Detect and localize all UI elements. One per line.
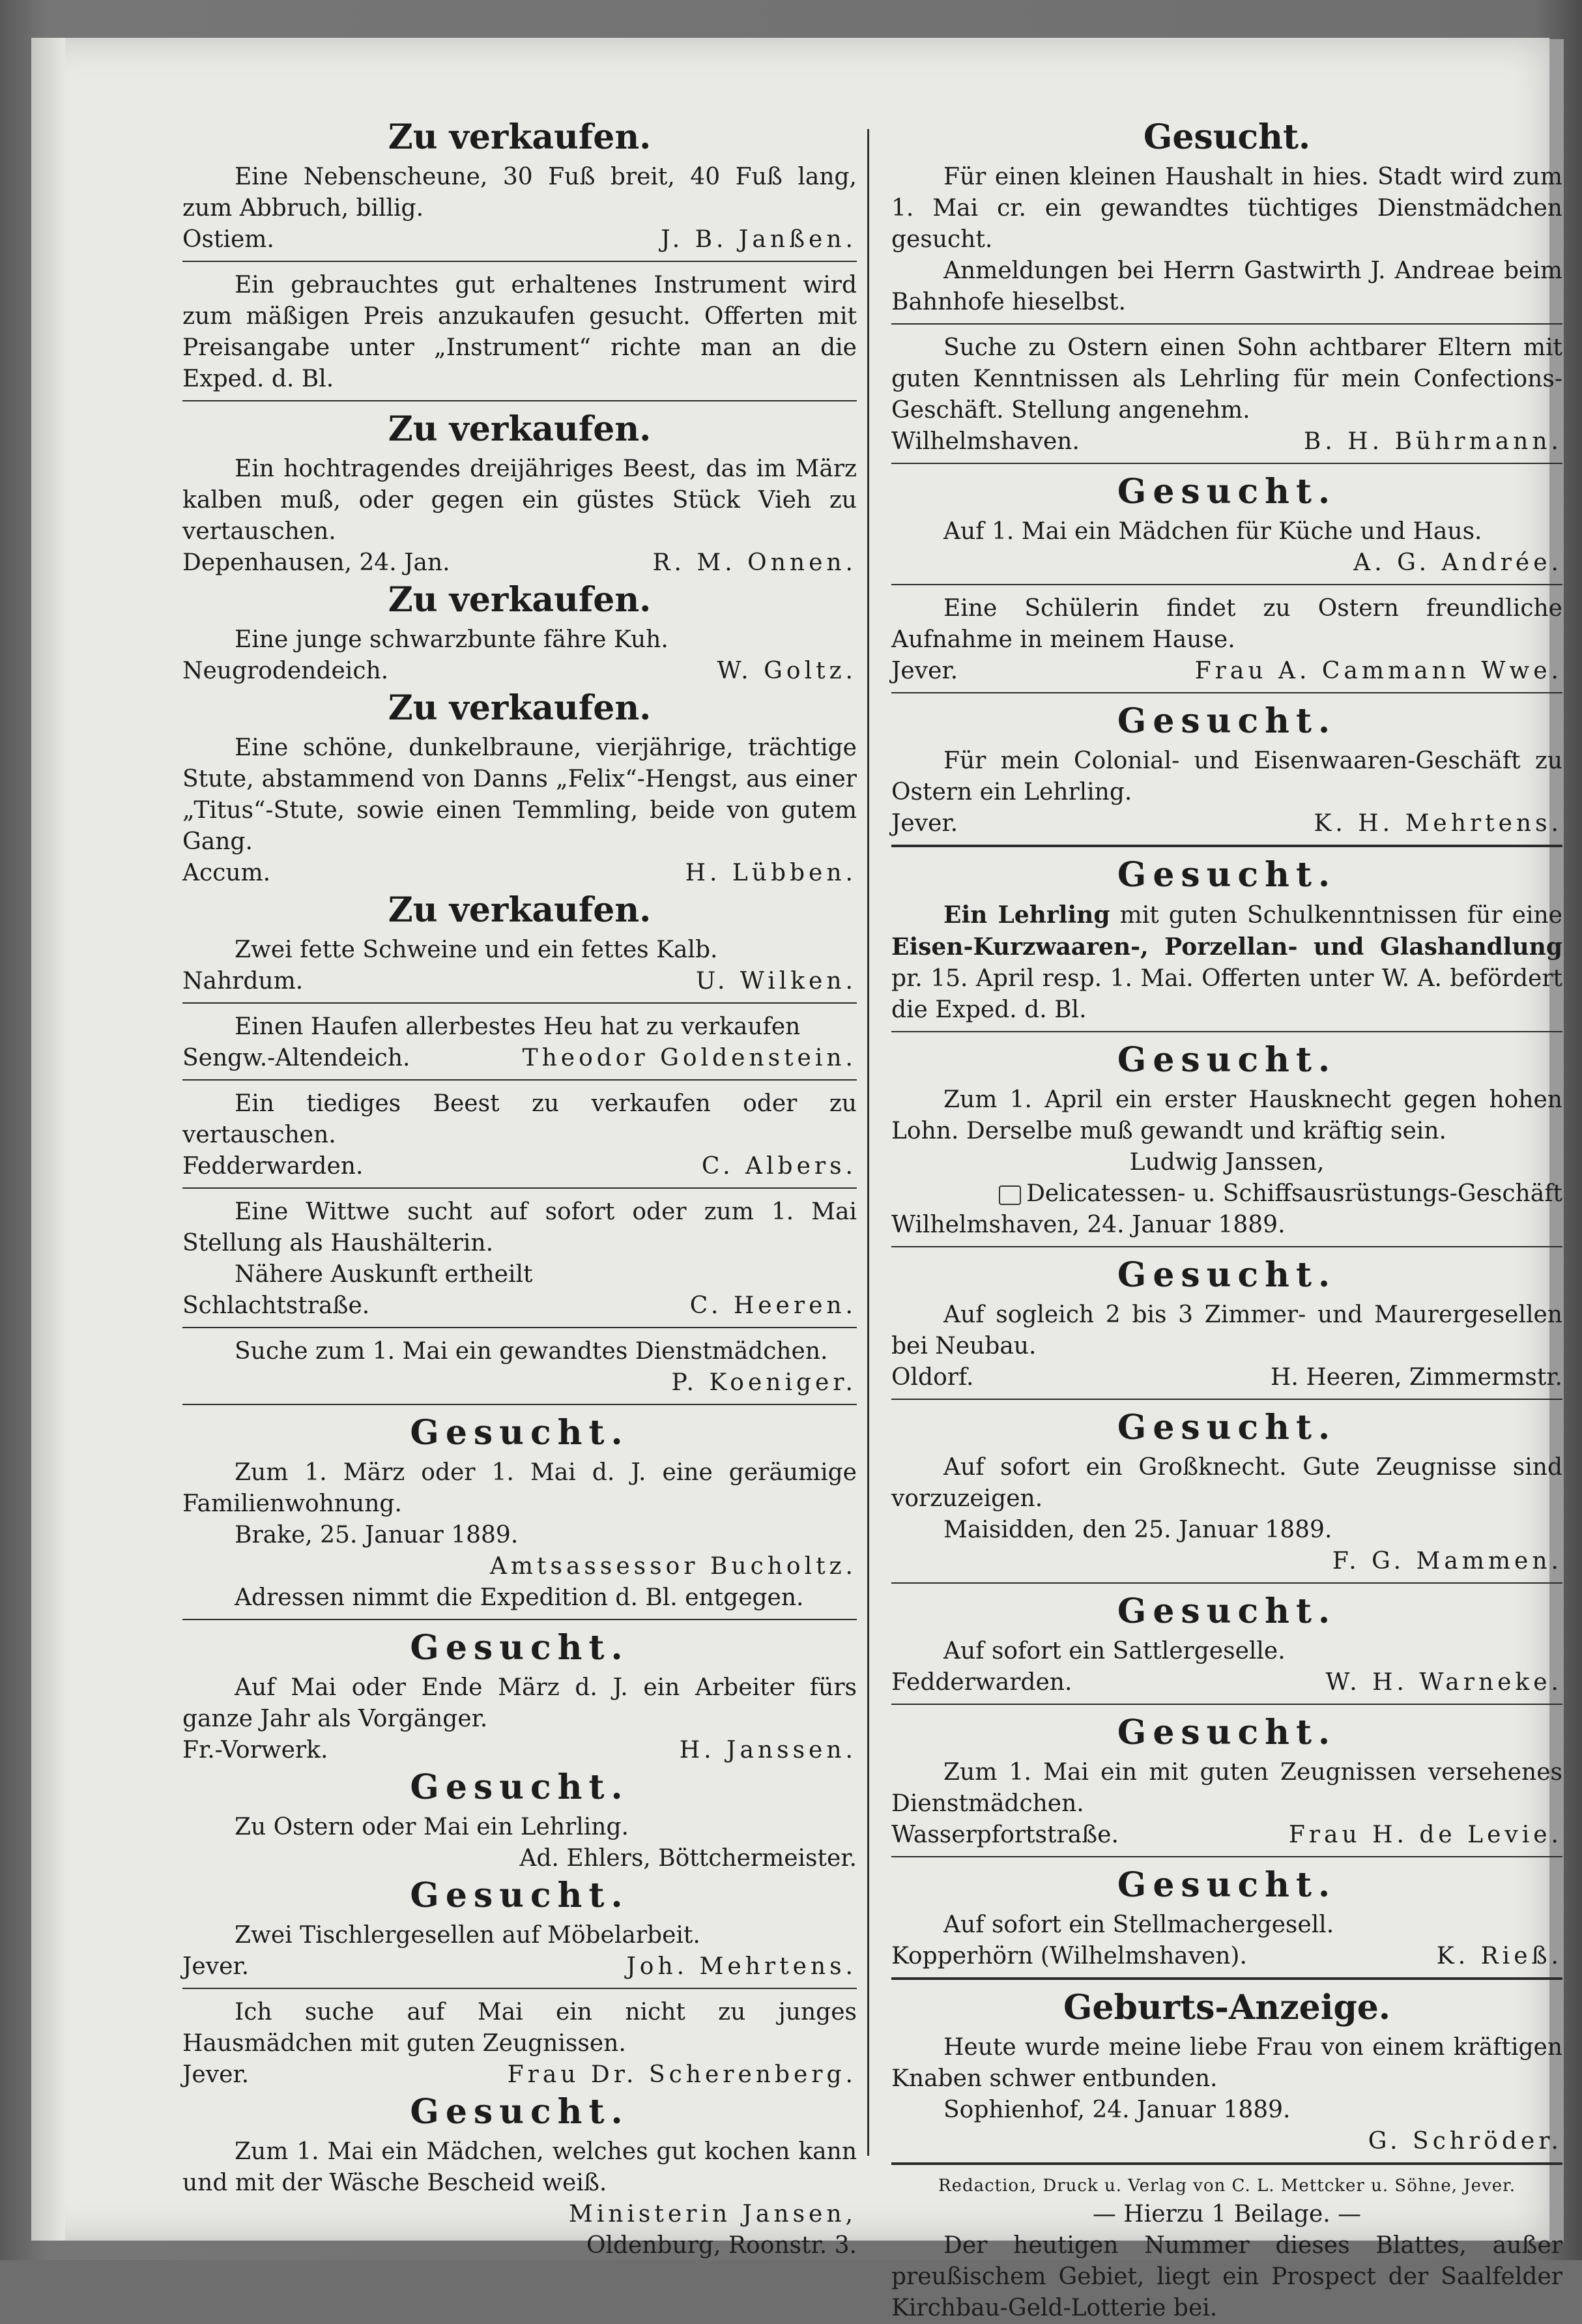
ad-place: Kopperhörn (Wilhelmshaven). (891, 1943, 1247, 1969)
ad-text: Zum 1. Mai ein Mädchen, welches gut kochen kann und mit der Wäsche Bescheid weiß. (182, 2138, 857, 2196)
ad-date: Maisidden, den 25. Januar 1889. (943, 1517, 1332, 1543)
ad-right-7 (891, 1040, 1562, 1247)
ad-left-7 (182, 1011, 857, 1081)
ad-text: Zwei Tischlergesellen auf Möbelarbeit. (235, 1922, 700, 1949)
ad-place: Depenhausen, 24. Jan. (182, 549, 450, 576)
ad-heading: Gesucht. (410, 1628, 629, 1668)
ad-signature (182, 656, 857, 687)
ad-signature (891, 426, 1562, 458)
ad-address: Oldenburg, Roonstr. 3. (586, 2232, 857, 2259)
ad-place: Ostiem. (182, 226, 274, 253)
ad-left-14 (182, 1876, 857, 1989)
column-divider (867, 129, 869, 2156)
ad-place: Accum. (182, 860, 271, 886)
ad-place: Fedderwarden. (182, 1153, 364, 1180)
ad-name: H. Lübben. (685, 860, 857, 886)
ad-separator (891, 692, 1562, 693)
ad-left-12 (182, 1628, 857, 1766)
ad-separator (182, 1187, 857, 1189)
ad-right-1 (891, 117, 1562, 325)
ad-text: Nähere Auskunft ertheilt (235, 1261, 533, 1288)
ad-text: Auf sofort ein Großknecht. Gute Zeugnisse sind vorzuzeigen. (891, 1454, 1562, 1512)
ad-name: J. B. Janßen. (661, 226, 857, 253)
ad-heading: Gesucht. (410, 1876, 629, 1915)
beilage-note: — Hierzu 1 Beilage. — (1092, 2201, 1362, 2228)
ad-heading: Gesucht. (1117, 1591, 1337, 1631)
ad-heading: Geburts-Anzeige. (1063, 1988, 1390, 2027)
ad-signature (182, 1551, 857, 1582)
ad-signature (182, 966, 857, 997)
ad-heading: Gesucht. (1117, 1865, 1337, 1905)
ad-heading: Zu verkaufen. (388, 117, 652, 157)
ad-heading: Gesucht. (1117, 1255, 1337, 1295)
right-column (891, 116, 1562, 2324)
ad-name: C. Heeren. (689, 1292, 857, 1319)
ad-name: Amtsassessor Bucholtz. (489, 1553, 857, 1580)
ad-name: K. Rieß. (1436, 1943, 1562, 1969)
ad-text: Ein tiediges Beest zu verkaufen oder zu vertauschen. (182, 1090, 857, 1148)
ad-place: Schlachtstraße. (182, 1292, 370, 1319)
ad-heading: Gesucht. (1117, 1713, 1337, 1752)
ad-separator (891, 1399, 1562, 1400)
ad-name: H. Heeren, Zimmermstr. (1271, 1364, 1562, 1391)
ad-text: Auf sogleich 2 bis 3 Zimmer- und Maurergesellen bei Neubau. (891, 1301, 1562, 1359)
ad-signature (891, 1820, 1562, 1851)
ad-separator (182, 400, 857, 401)
ad-right-11 (891, 1713, 1562, 1857)
ad-text: Auf sofort ein Sattlergeselle. (943, 1638, 1286, 1664)
ad-separator (891, 845, 1562, 847)
ad-separator (891, 1246, 1562, 1247)
ad-text: Zwei fette Schweine und ein fettes Kalb. (235, 937, 718, 963)
ad-name: U. Wilken. (695, 968, 857, 995)
ad-text: Zum 1. März oder 1. Mai d. J. eine geräumige Familienwohnung. (182, 1459, 857, 1517)
ad-name: P. Koeniger. (671, 1369, 857, 1396)
ad-text: Adressen nimmt die Expedition d. Bl. entgegen. (235, 1584, 804, 1611)
ad-name: Ad. Ehlers, Böttchermeister. (519, 1845, 857, 1872)
ad-right-3 (891, 472, 1562, 585)
ad-separator (891, 1704, 1562, 1705)
ad-name: Frau H. de Levie. (1288, 1822, 1562, 1848)
ad-heading: Gesucht. (1117, 701, 1337, 741)
ad-right-4 (891, 593, 1562, 693)
ad-bold-lead: Ein Lehrling (943, 901, 1110, 929)
ad-place: Fr.-Vorwerk. (182, 1737, 328, 1764)
ad-heading: Gesucht. (410, 2092, 629, 2132)
ad-left-11 (182, 1413, 857, 1620)
ad-name: W. H. Warneke. (1325, 1669, 1562, 1696)
ad-place: Oldorf. (891, 1364, 974, 1391)
ad-heading: Zu verkaufen. (388, 580, 652, 620)
ad-signature (182, 2059, 857, 2091)
ad-separator (182, 1404, 857, 1405)
ad-text: Anmeldungen bei Herrn Gastwirth J. Andreae beim Bahnhofe hieselbst. (891, 257, 1562, 315)
ad-signature (182, 224, 857, 255)
ad-separator (891, 2162, 1562, 2165)
ad-heading: Gesucht. (1117, 1040, 1337, 1080)
ad-separator (182, 1988, 857, 1989)
ad-name: Ludwig Janssen, (1129, 1149, 1325, 1176)
ad-right-2 (891, 332, 1562, 464)
ad-text-part: pr. 15. April resp. 1. Mai. Offerten unter W. A. befördert die Exped. d. Bl. (891, 965, 1562, 1023)
newspaper-page (31, 38, 1562, 2321)
ad-separator (891, 584, 1562, 585)
ad-left-2 (182, 270, 857, 401)
ad-left-13 (182, 1767, 857, 1874)
ad-right-10 (891, 1591, 1562, 1705)
ad-date: Sophienhof, 24. Januar 1889. (943, 2097, 1291, 2123)
left-column (182, 116, 857, 2261)
ad-right-6 (891, 855, 1562, 1032)
ad-signature (891, 1210, 1562, 1241)
ad-text: Einen Haufen allerbestes Heu hat zu verkaufen (235, 1013, 801, 1040)
ad-signature (182, 547, 857, 579)
ad-heading: Gesucht. (1117, 855, 1337, 895)
ad-separator (891, 1856, 1562, 1857)
ad-text: Für mein Colonial- und Eisenwaaren-Geschäft zu Ostern ein Lehrling. (891, 748, 1562, 806)
ad-text: Ich suche auf Mai ein nicht zu junges Hausmädchen mit guten Zeugnissen. (182, 1999, 857, 2057)
ad-separator (182, 1327, 857, 1328)
ad-heading: Gesucht. (1143, 117, 1311, 157)
ad-heading: Gesucht. (1117, 1408, 1337, 1447)
ad-separator (891, 1977, 1562, 1980)
ad-name: H. Janssen. (679, 1737, 857, 1764)
ad-text: Ein hochtragendes dreijähriges Beest, das im März kalben muß, oder gegen ein güstes Stück Vieh zu vertauschen. (182, 456, 857, 545)
page-footer (891, 2173, 1562, 2324)
ad-separator (182, 261, 857, 262)
ad-place: Jever. (182, 1953, 250, 1980)
ad-signature (182, 1043, 857, 1074)
ad-name: K. H. Mehrtens. (1314, 810, 1562, 837)
ad-name: G. Schröder. (1368, 2128, 1562, 2155)
ad-name: A. G. Andrée. (1353, 549, 1562, 576)
ad-text: Zu Ostern oder Mai ein Lehrling. (235, 1814, 629, 1840)
ad-signature (891, 1546, 1562, 1577)
ad-signature (182, 858, 857, 889)
ad-right-8 (891, 1255, 1562, 1400)
ad-signature (182, 1290, 857, 1322)
ad-heading: Gesucht. (1117, 472, 1337, 512)
ad-signature (182, 1151, 857, 1182)
ad-heading: Zu verkaufen. (388, 890, 652, 930)
ad-signature (182, 1843, 857, 1874)
ad-left-1 (182, 117, 857, 262)
ad-name: B. H. Bührmann. (1303, 428, 1562, 455)
ad-text: Zum 1. Mai ein mit guten Zeugnissen versehenes Dienstmädchen. (891, 1759, 1562, 1817)
ad-signature (891, 547, 1562, 579)
ad-separator (891, 323, 1562, 325)
ad-right-5 (891, 701, 1562, 847)
ad-left-16 (182, 2092, 857, 2261)
ad-name: R. M. Onnen. (652, 549, 857, 576)
ad-left-6 (182, 890, 857, 1004)
ad-place: Jever. (891, 658, 958, 684)
ad-signature (182, 1951, 857, 1983)
ad-text (891, 899, 1562, 1026)
ad-name: Joh. Mehrtens. (626, 1953, 857, 1980)
ad-separator (182, 1002, 857, 1004)
ad-signature (891, 1667, 1562, 1698)
ad-text: Auf 1. Mai ein Mädchen für Küche und Haus. (943, 518, 1482, 545)
ad-signature (891, 808, 1562, 839)
emblem-icon (999, 1185, 1021, 1205)
ad-name: F. G. Mammen. (1332, 1548, 1562, 1575)
ad-left-3 (182, 409, 857, 579)
ad-text: Auf Mai oder Ende März d. J. ein Arbeiter fürs ganze Jahr als Vorgänger. (182, 1674, 857, 1732)
ad-left-10 (182, 1336, 857, 1405)
ad-name: W. Goltz. (717, 658, 857, 684)
ad-place: Wilhelmshaven. (891, 428, 1080, 455)
ad-separator (182, 1619, 857, 1620)
ad-place: Wasserpfortstraße. (891, 1822, 1119, 1848)
ad-heading: Zu verkaufen. (388, 688, 652, 728)
ad-bold-business: Eisen-Kurzwaaren-, Porzellan- und Glashandlung (891, 933, 1562, 961)
ad-left-8 (182, 1088, 857, 1189)
ad-date: Brake, 25. Januar 1889. (235, 1522, 519, 1548)
binding-shadow (31, 38, 65, 2241)
ad-signature (891, 1362, 1562, 1393)
ad-place: Sengw.-Altendeich. (182, 1045, 410, 1071)
ad-place: Jever. (891, 810, 958, 837)
ad-name: Ministerin Jansen, (568, 2201, 857, 2228)
ad-place: Jever. (182, 2061, 250, 2088)
ad-text: Eine Schülerin findet zu Ostern freundliche Aufnahme in meinem Hause. (891, 595, 1562, 653)
ad-text: Suche zu Ostern einen Sohn achtbarer Eltern mit guten Kenntnissen als Lehrling für mein Confections-Geschäft. Stellung angenehm. (891, 334, 1562, 424)
ad-text: Für einen kleinen Haushalt in hies. Stadt wird zum 1. Mai cr. ein gewandtes tüchtiges Dienstmädchen gesucht. (891, 164, 1562, 253)
ad-right-13 (891, 1988, 1562, 2165)
ad-signature (891, 656, 1562, 687)
ad-heading: Gesucht. (410, 1767, 629, 1807)
imprint: Redaction, Druck u. Verlag von C. L. Mettcker u. Söhne, Jever. (938, 2176, 1516, 2196)
ad-text: Heute wurde meine liebe Frau von einem kräftigen Knaben schwer entbunden. (891, 2034, 1562, 2092)
ad-separator (891, 1031, 1562, 1032)
ad-text: Eine schöne, dunkelbraune, vierjährige, trächtige Stute, abstammend von Danns „Felix“-Hengst, aus einer „Titus“-Stute, sowie einen Temmling, beide von gutem Gang. (182, 734, 857, 855)
ad-text-part: mit guten Schulkenntnissen für eine (1119, 902, 1562, 929)
ad-signature (182, 1367, 857, 1399)
ad-left-9 (182, 1197, 857, 1328)
ad-name: Theodor Goldenstein. (522, 1045, 857, 1071)
ad-text: Suche zum 1. Mai ein gewandtes Dienstmädchen. (235, 1338, 828, 1365)
ad-place: Neugrodendeich. (182, 658, 389, 684)
ad-name: Frau A. Cammann Wwe. (1194, 658, 1562, 684)
ad-heading: Zu verkaufen. (388, 409, 652, 449)
ad-business-text: Delicatessen- u. Schiffsausrüstungs-Geschäft (1026, 1180, 1562, 1207)
insert-notice: Der heutigen Nummer dieses Blattes, außer preußischem Gebiet, liegt ein Prospect der Saalfelder Kirchbau-Geld-Lotterie bei. (891, 2232, 1562, 2321)
ad-left-15 (182, 1997, 857, 2091)
ad-text: Eine Nebenscheune, 30 Fuß breit, 40 Fuß lang, zum Abbruch, billig. (182, 164, 857, 222)
ad-separator (891, 1582, 1562, 1584)
ad-signature (182, 2199, 857, 2230)
ad-separator (182, 1079, 857, 1081)
ad-place: Wilhelmshaven, 24. Januar 1889. (891, 1212, 1286, 1238)
ad-name: C. Albers. (701, 1153, 857, 1180)
ad-text: Eine Wittwe sucht auf sofort oder zum 1. Mai Stellung als Haushälterin. (182, 1198, 857, 1256)
ad-right-9 (891, 1408, 1562, 1584)
ad-left-4 (182, 580, 857, 687)
ad-heading: Gesucht. (410, 1413, 629, 1453)
ad-text: Ein gebrauchtes gut erhaltenes Instrument wird zum mäßigen Preis anzukaufen gesucht. Offerten mit Preisangabe unter „Instrument“ richte man an die Exped. d. Bl. (182, 272, 857, 392)
ad-name: Frau Dr. Scherenberg. (507, 2061, 857, 2088)
ad-separator (891, 463, 1562, 464)
ad-left-5 (182, 688, 857, 889)
ad-signature-address (182, 2230, 857, 2261)
ad-business (891, 1178, 1562, 1210)
ad-text: Eine junge schwarzbunte fähre Kuh. (235, 626, 669, 653)
ad-text: Zum 1. April ein erster Hausknecht gegen hohen Lohn. Derselbe muß gewandt und kräftig sein. (891, 1086, 1562, 1144)
ad-text: Auf sofort ein Stellmachergesell. (943, 1911, 1334, 1938)
ad-place: Fedderwarden. (891, 1669, 1072, 1696)
ad-place: Nahrdum. (182, 968, 304, 995)
ad-signature (891, 2126, 1562, 2157)
ad-signature (182, 1735, 857, 1766)
ad-right-12 (891, 1865, 1562, 1980)
ad-signature (891, 1941, 1562, 1972)
